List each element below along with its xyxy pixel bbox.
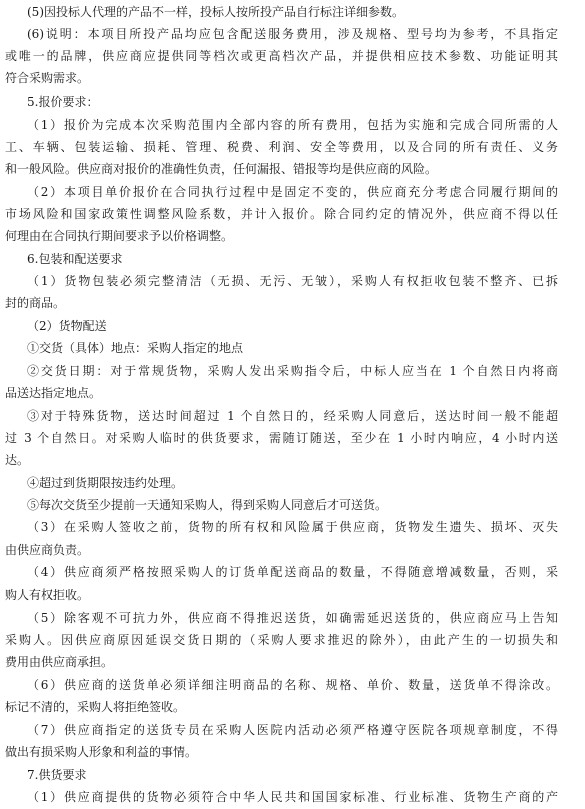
text-line: 6.包装和配送要求: [27, 252, 123, 266]
text-line: （7）供应商指定的送货专员在采购人医院内活动必须严格遵守医院各项规章制度，不得: [27, 723, 558, 737]
text-line: 7.供货要求: [27, 768, 87, 782]
text-line: （1）货物包装必须完整清洁（无损、无污、无皱），采购人有权拒收包装不整齐、已拆: [27, 274, 558, 288]
text-line: 标记不清的，采购人将拒绝签收。: [5, 700, 186, 714]
text-line: ④超过到货期限按违约处理。: [27, 476, 184, 490]
text-line: 工、车辆、包装运输、损耗、管理、税费、利润、安全等费用，以及合同的所有责任、义务: [5, 140, 558, 154]
text-line: 符合采购需求。: [5, 71, 90, 85]
text-line: (6)说明：本项目所投产品均应包含配送服务费用，涉及规格、型号均为参考，不具指定: [27, 27, 558, 41]
text-line: 采购人。因供应商原因延误交货日期的（采购人要求推迟的除外），由此产生的一切损失和: [5, 633, 558, 647]
text-line: （3）在采购人签收之前，货物的所有权和风险属于供应商，货物发生遗失、损坏、灭失: [27, 520, 558, 534]
text-line: 封的商品。: [5, 296, 66, 310]
text-line: 5.报价要求：: [27, 95, 99, 109]
text-line: 市场风险和国家政策性调整风险系数，并计入报价。除合同约定的情况外，供应商不得以任: [5, 207, 558, 221]
text-line: （2）本项目单价报价在合同执行过程中是固定不变的，供应商充分考虑合同履行期间的: [27, 185, 558, 199]
text-line: 做出有损采购人形象和利益的事情。: [5, 745, 198, 759]
text-line: 费用由供应商承担。: [5, 655, 114, 669]
text-line: （1）报价为完成本次采购范围内全部内容的所有费用，包括为实施和完成合同所需的人: [27, 118, 558, 132]
text-line: （4）供应商须严格按照采购人的订货单配送商品的数量，不得随意增减数量，否则，采: [27, 565, 558, 579]
text-line: （2）货物配送: [27, 319, 107, 333]
text-line: （1）供应商提供的货物必须符合中华人民共和国国家标准、行业标准、货物生产商的产: [27, 790, 558, 804]
text-line: 购人有权拒收。: [5, 588, 90, 602]
text-line: 或唯一的品牌，供应商应提供同等档次或更高档次产品，并提供相应技术参数、功能证明其: [5, 49, 558, 63]
text-line: ③对于特殊货物，送达时间超过 1 个自然日的，经采购人同意后，送达时间一般不能超: [27, 409, 558, 423]
text-line: ⑤每次交货至少提前一天通知采购人，得到采购人同意后才可送货。: [27, 498, 388, 512]
text-line: (5)因投标人代理的产品不一样，投标人按所投产品自行标注详细参数。: [27, 5, 405, 19]
text-line: （5）除客观不可抗力外，供应商不得推迟送货，如确需延迟送货的，供应商应马上告知: [27, 611, 558, 625]
text-line: ②交货日期：对于常规货物，采购人发出采购指令后，中标人应当在 1 个自然日内将商: [27, 364, 558, 378]
text-line: 和一般风险。供应商对报价的准确性负责，任何漏报、错报等均是供应商的风险。: [5, 162, 438, 176]
text-line: （6）供应商的送货单必须详细注明商品的名称、规格、单价、数量，送货单不得涂改。: [27, 678, 558, 692]
text-line: 何理由在合同执行期间要求予以价格调整。: [5, 229, 234, 243]
text-line: ①交货（具体）地点：采购人指定的地点: [27, 341, 244, 355]
text-line: 过 3 个自然日。对采购人临时的供货要求，需随订随送，至少在 1 小时内响应，4 小时内送: [5, 431, 558, 445]
text-line: 由供应商负责。: [5, 543, 90, 557]
text-line: 品送达指定地点。: [5, 386, 102, 400]
text-line: 达。: [5, 453, 30, 467]
